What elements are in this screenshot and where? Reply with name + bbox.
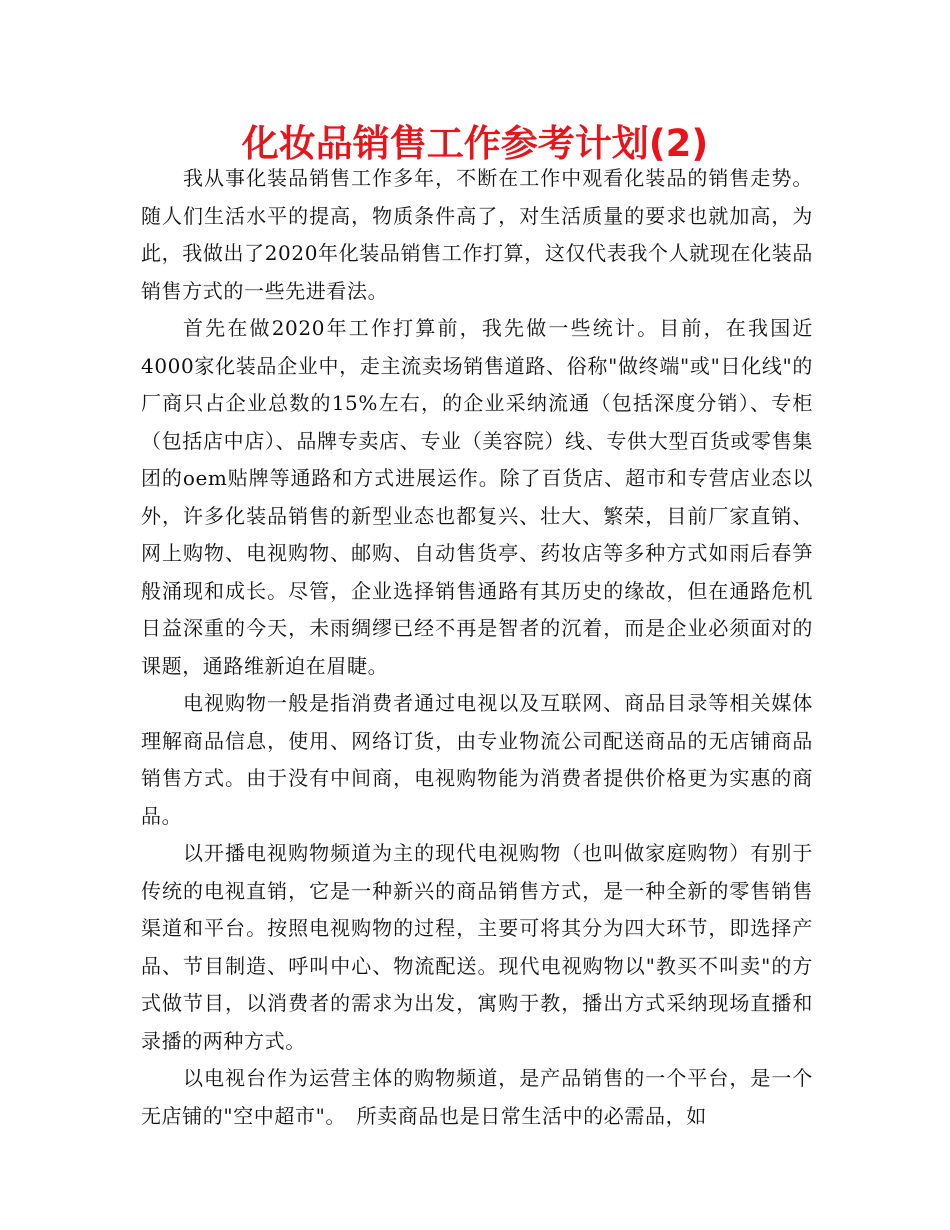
paragraph-2: 首先在做2020年工作打算前，我先做一些统计。目前，在我国近4000家化装品企业中，走主流卖场销售道路、俗称"做终端"或"日化线"的厂商只占企业总数的15%左右，的企业采纳流通（包括深度分销）、专柜（包括店中店）、品牌专卖店、专业（美容院）线、专供大型百货或零售集团的oem贴牌等通路和方式进展运作。除了百货店、超市和专营店业态以外，许多化装品销售的新型业态也都复兴、壮大、繁荣，目前厂家直销、网上购物、电视购物、邮购、自动售货亭、药妆店等多种方式如雨后春笋般涌现和成长。尽管，企业选择销售通路有其历史的缘故，但在通路危机日益深重的今天，未雨绸缪已经不再是智者的沉着，而是企业必须面对的课题，通路维新迫在眉睫。 bbox=[141, 316, 813, 678]
paragraph-5: 以电视台作为运营主体的购物频道，是产品销售的一个平台，是一个无店铺的"空中超市"。 所卖商品也是日常生活中的必需品，如 bbox=[141, 1066, 813, 1128]
paragraph-3: 电视购物一般是指消费者通过电视以及互联网、商品目录等相关媒体理解商品信息，使用、网络订货，由专业物流公司配送商品的无店铺商品销售方式。由于没有中间商，电视购物能为消费者提供价格更为实惠的商品。 bbox=[141, 691, 813, 828]
paragraph-1: 我从事化装品销售工作多年，不断在工作中观看化装品的销售走势。随人们生活水平的提高，物质条件高了，对生活质量的要求也就加高，为此，我做出了2020年化装品销售工作打算，这仅代表我个人就现在化装品销售方式的一些先进看法。 bbox=[141, 166, 813, 303]
document-body bbox=[141, 160, 813, 1135]
paragraph-4: 以开播电视购物频道为主的现代电视购物（也叫做家庭购物）有别于传统的电视直销，它是一种新兴的商品销售方式，是一种全新的零售销售渠道和平台。按照电视购物的过程，主要可将其分为四大环节，即选择产品、节目制造、呼叫中心、物流配送。现代电视购物以"教买不叫卖"的方式做节目，以消费者的需求为出发，寓购于教，播出方式采纳现场直播和录播的两种方式。 bbox=[141, 841, 813, 1053]
document-title: 化妆品销售工作参考计划(2) bbox=[241, 122, 709, 165]
